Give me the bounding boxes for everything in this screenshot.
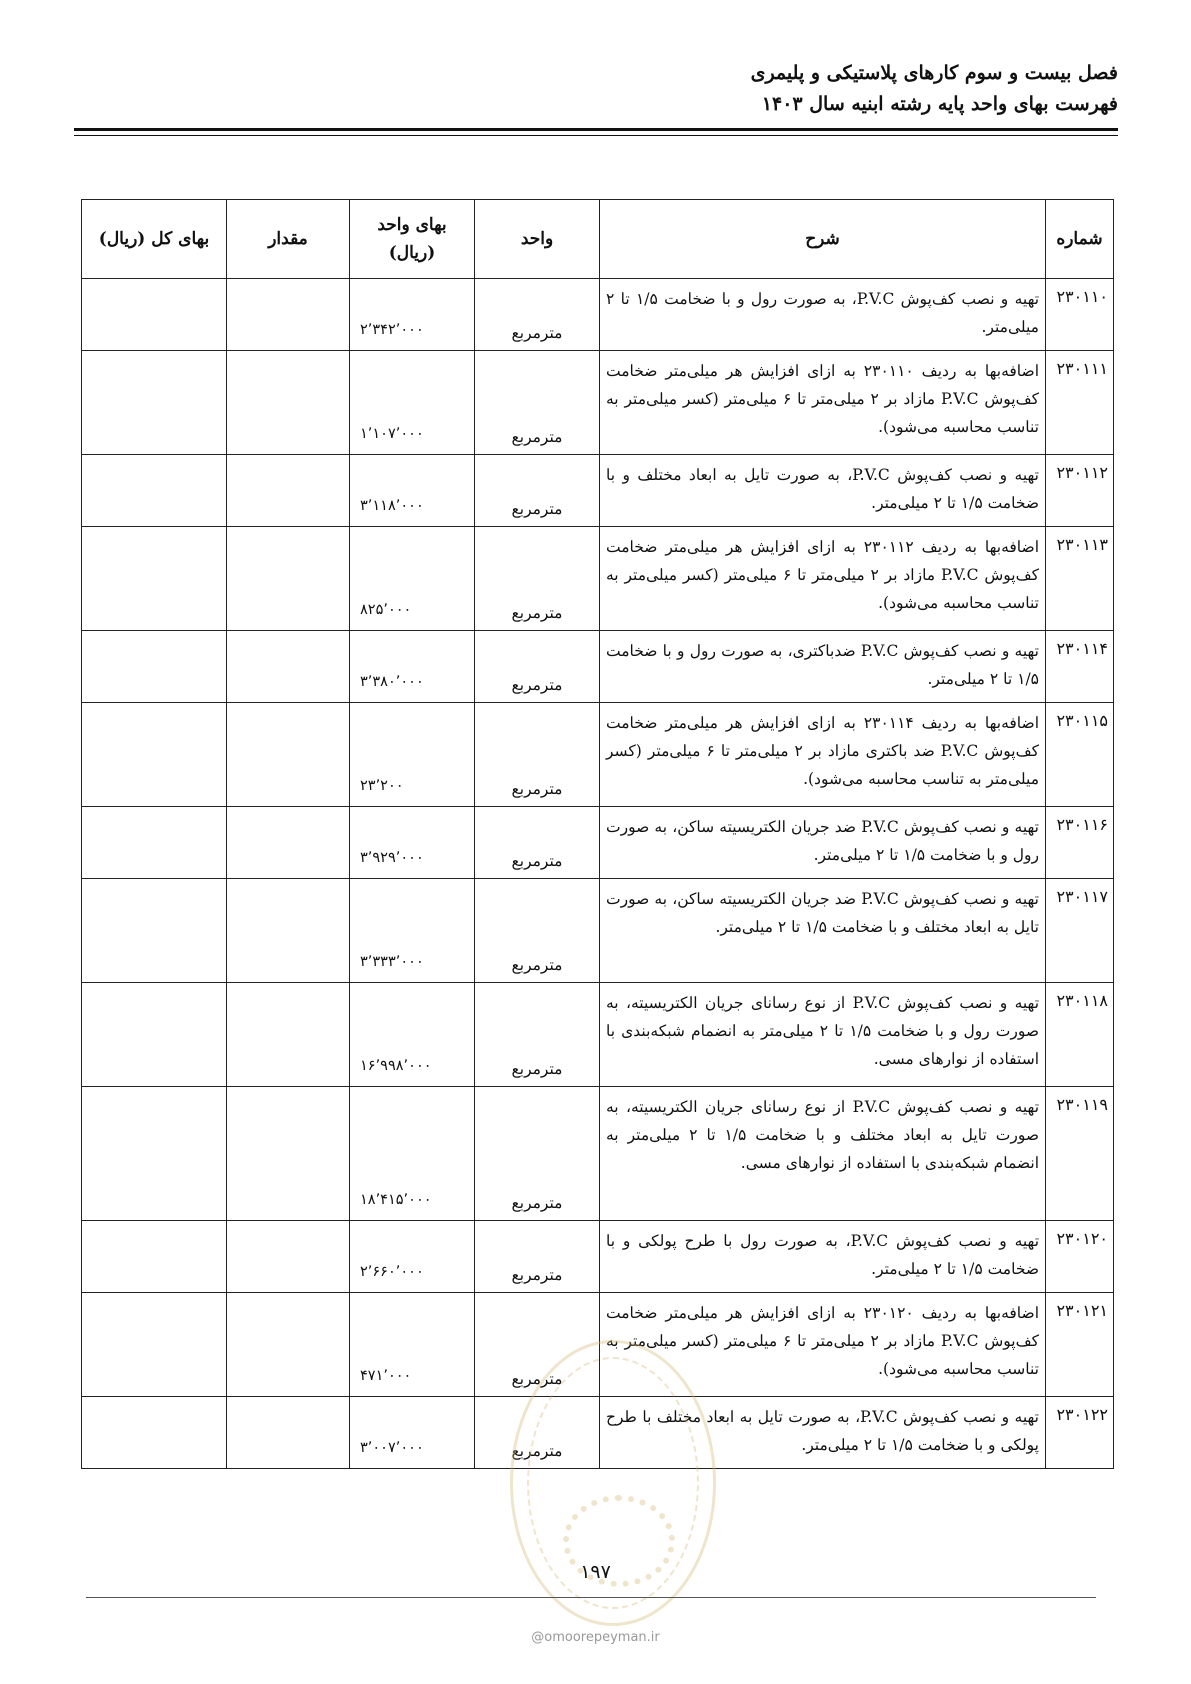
item-description: تهیه و نصب کف‌پوش P.V.C ضد جریان الکتریسیته ساکن، به صورت رول و با ضخامت ۱/۵ تا ۲ میلی‌متر. bbox=[600, 807, 1046, 879]
item-unit-price: ۳٬۹۲۹٬۰۰۰ bbox=[350, 807, 475, 879]
item-description: تهیه و نصب کف‌پوش P.V.C ضدباکتری، به صورت رول و با ضخامت ۱/۵ تا ۲ میلی‌متر. bbox=[600, 631, 1046, 703]
item-unit: مترمربع bbox=[475, 807, 600, 879]
header-unit: واحد bbox=[475, 200, 600, 279]
table-row bbox=[82, 351, 1114, 455]
item-quantity bbox=[227, 631, 350, 703]
website-watermark: @omoorepeyman.ir bbox=[531, 1630, 660, 1645]
item-unit: مترمربع bbox=[475, 279, 600, 351]
table-row bbox=[82, 1087, 1114, 1221]
item-unit: مترمربع bbox=[475, 1397, 600, 1469]
table-row bbox=[82, 279, 1114, 351]
item-description: اضافه‌بها به ردیف ۲۳۰۱۱۴ به ازای افزایش هر میلی‌متر ضخامت کف‌پوش P.V.C ضد باکتری مازاد بر ۲ میلی‌متر تا ۶ میلی‌متر (کسر میلی‌متر به تناسب محاسبه می‌شود). bbox=[600, 703, 1046, 807]
header-rule-thick bbox=[74, 128, 1118, 131]
item-quantity bbox=[227, 279, 350, 351]
item-unit-price: ۱٬۱۰۷٬۰۰۰ bbox=[350, 351, 475, 455]
table-row bbox=[82, 703, 1114, 807]
item-unit: مترمربع bbox=[475, 983, 600, 1087]
item-number: ۲۳۰۱۱۹ bbox=[1046, 1087, 1114, 1221]
item-description: اضافه‌بها به ردیف ۲۳۰۱۱۲ به ازای افزایش هر میلی‌متر ضخامت کف‌پوش P.V.C مازاد بر ۲ میلی‌متر تا ۶ میلی‌متر (کسر میلی‌متر به تناسب محاسبه می‌شود). bbox=[600, 527, 1046, 631]
item-unit-price: ۱۶٬۹۹۸٬۰۰۰ bbox=[350, 983, 475, 1087]
item-number: ۲۳۰۱۲۲ bbox=[1046, 1397, 1114, 1469]
item-unit-price: ۲۳٬۲۰۰ bbox=[350, 703, 475, 807]
item-unit-price: ۱۸٬۴۱۵٬۰۰۰ bbox=[350, 1087, 475, 1221]
item-quantity bbox=[227, 1293, 350, 1397]
item-quantity bbox=[227, 1397, 350, 1469]
header-unit-price bbox=[350, 200, 475, 279]
item-unit-price: ۲٬۳۴۲٬۰۰۰ bbox=[350, 279, 475, 351]
header-quantity: مقدار bbox=[227, 200, 350, 279]
item-number: ۲۳۰۱۱۳ bbox=[1046, 527, 1114, 631]
item-total-price bbox=[82, 527, 227, 631]
chapter-title: فصل بیست و سوم کارهای پلاستیکی و پلیمری bbox=[750, 62, 1118, 84]
item-total-price bbox=[82, 279, 227, 351]
item-total-price bbox=[82, 631, 227, 703]
item-unit-price: ۸۲۵٬۰۰۰ bbox=[350, 527, 475, 631]
item-unit-price: ۲٬۶۶۰٬۰۰۰ bbox=[350, 1221, 475, 1293]
table-row bbox=[82, 807, 1114, 879]
header-unit-price-label: بهای واحد bbox=[377, 215, 447, 235]
item-unit: مترمربع bbox=[475, 1221, 600, 1293]
item-number: ۲۳۰۱۱۷ bbox=[1046, 879, 1114, 983]
item-description: تهیه و نصب کف‌پوش P.V.C ضد جریان الکتریسیته ساکن، به صورت تایل به ابعاد مختلف و با ضخامت ۱/۵ تا ۲ میلی‌متر. bbox=[600, 879, 1046, 983]
header-description: شرح bbox=[600, 200, 1046, 279]
item-total-price bbox=[82, 983, 227, 1087]
item-unit: مترمربع bbox=[475, 1087, 600, 1221]
item-total-price bbox=[82, 807, 227, 879]
item-unit-price: ۳٬۳۳۳٬۰۰۰ bbox=[350, 879, 475, 983]
item-unit-price: ۴۷۱٬۰۰۰ bbox=[350, 1293, 475, 1397]
header-rule-thin bbox=[74, 135, 1118, 136]
item-description: تهیه و نصب کف‌پوش P.V.C از نوع رسانای جریان الکتریسیته، به صورت رول و با ضخامت ۱/۵ تا ۲ میلی‌متر به انضمام شبکه‌بندی با استفاده از نوارهای مسی. bbox=[600, 983, 1046, 1087]
table-row bbox=[82, 879, 1114, 983]
item-unit: مترمربع bbox=[475, 351, 600, 455]
item-number: ۲۳۰۱۲۱ bbox=[1046, 1293, 1114, 1397]
item-total-price bbox=[82, 1397, 227, 1469]
item-quantity bbox=[227, 879, 350, 983]
table-header-row bbox=[82, 200, 1114, 279]
table-row bbox=[82, 1293, 1114, 1397]
item-number: ۲۳۰۱۱۲ bbox=[1046, 455, 1114, 527]
item-unit: مترمربع bbox=[475, 455, 600, 527]
item-quantity bbox=[227, 1087, 350, 1221]
header-total: بهای کل (ریال) bbox=[82, 200, 227, 279]
item-unit: مترمربع bbox=[475, 879, 600, 983]
table-row bbox=[82, 631, 1114, 703]
item-quantity bbox=[227, 807, 350, 879]
header-number: شماره bbox=[1046, 200, 1114, 279]
item-quantity bbox=[227, 1221, 350, 1293]
page-header bbox=[74, 58, 1118, 120]
footer-rule bbox=[86, 1597, 1096, 1598]
item-number: ۲۳۰۱۱۰ bbox=[1046, 279, 1114, 351]
item-description: تهیه و نصب کف‌پوش P.V.C از نوع رسانای جریان الکتریسیته، به صورت تایل به ابعاد مختلف و با ضخامت ۱/۵ تا ۲ میلی‌متر به انضمام شبکه‌بندی با استفاده از نوارهای مسی. bbox=[600, 1087, 1046, 1221]
table-row bbox=[82, 527, 1114, 631]
item-total-price bbox=[82, 1293, 227, 1397]
table-row bbox=[82, 1221, 1114, 1293]
item-description: تهیه و نصب کف‌پوش P.V.C، به صورت تایل به ابعاد مختلف با طرح پولکی و با ضخامت ۱/۵ تا ۲ میلی‌متر. bbox=[600, 1397, 1046, 1469]
table-row bbox=[82, 1397, 1114, 1469]
item-total-price bbox=[82, 1221, 227, 1293]
item-description: تهیه و نصب کف‌پوش P.V.C، به صورت تایل به ابعاد مختلف و با ضخامت ۱/۵ تا ۲ میلی‌متر. bbox=[600, 455, 1046, 527]
item-unit: مترمربع bbox=[475, 631, 600, 703]
item-quantity bbox=[227, 455, 350, 527]
header-unit-price-currency: (ریال) bbox=[388, 243, 436, 263]
item-unit-price: ۳٬۰۰۷٬۰۰۰ bbox=[350, 1397, 475, 1469]
item-total-price bbox=[82, 879, 227, 983]
item-quantity bbox=[227, 983, 350, 1087]
table-row bbox=[82, 455, 1114, 527]
item-unit-price: ۳٬۱۱۸٬۰۰۰ bbox=[350, 455, 475, 527]
item-number: ۲۳۰۱۱۵ bbox=[1046, 703, 1114, 807]
item-number: ۲۳۰۱۲۰ bbox=[1046, 1221, 1114, 1293]
item-number: ۲۳۰۱۱۱ bbox=[1046, 351, 1114, 455]
item-total-price bbox=[82, 455, 227, 527]
item-number: ۲۳۰۱۱۶ bbox=[1046, 807, 1114, 879]
item-quantity bbox=[227, 527, 350, 631]
price-table bbox=[81, 199, 1114, 1469]
document-title: فهرست بهای واحد پایه رشته ابنیه سال ۱۴۰۳ bbox=[761, 93, 1118, 115]
item-description: اضافه‌بها به ردیف ۲۳۰۱۲۰ به ازای افزایش هر میلی‌متر ضخامت کف‌پوش P.V.C مازاد بر ۲ میلی‌متر تا ۶ میلی‌متر (کسر میلی‌متر به تناسب محاسبه می‌شود). bbox=[600, 1293, 1046, 1397]
table-row bbox=[82, 983, 1114, 1087]
page-number: ۱۹۷ bbox=[580, 1561, 611, 1583]
item-unit-price: ۳٬۳۸۰٬۰۰۰ bbox=[350, 631, 475, 703]
item-quantity bbox=[227, 351, 350, 455]
item-description: تهیه و نصب کف‌پوش P.V.C، به صورت رول و با ضخامت ۱/۵ تا ۲ میلی‌متر. bbox=[600, 279, 1046, 351]
item-description: تهیه و نصب کف‌پوش P.V.C، به صورت رول با طرح پولکی و با ضخامت ۱/۵ تا ۲ میلی‌متر. bbox=[600, 1221, 1046, 1293]
item-quantity bbox=[227, 703, 350, 807]
item-unit: مترمربع bbox=[475, 703, 600, 807]
item-total-price bbox=[82, 1087, 227, 1221]
item-description: اضافه‌بها به ردیف ۲۳۰۱۱۰ به ازای افزایش هر میلی‌متر ضخامت کف‌پوش P.V.C مازاد بر ۲ میلی‌متر تا ۶ میلی‌متر (کسر میلی‌متر به تناسب محاسبه می‌شود). bbox=[600, 351, 1046, 455]
item-number: ۲۳۰۱۱۸ bbox=[1046, 983, 1114, 1087]
item-unit: مترمربع bbox=[475, 527, 600, 631]
item-unit: مترمربع bbox=[475, 1293, 600, 1397]
item-number: ۲۳۰۱۱۴ bbox=[1046, 631, 1114, 703]
item-total-price bbox=[82, 703, 227, 807]
item-total-price bbox=[82, 351, 227, 455]
